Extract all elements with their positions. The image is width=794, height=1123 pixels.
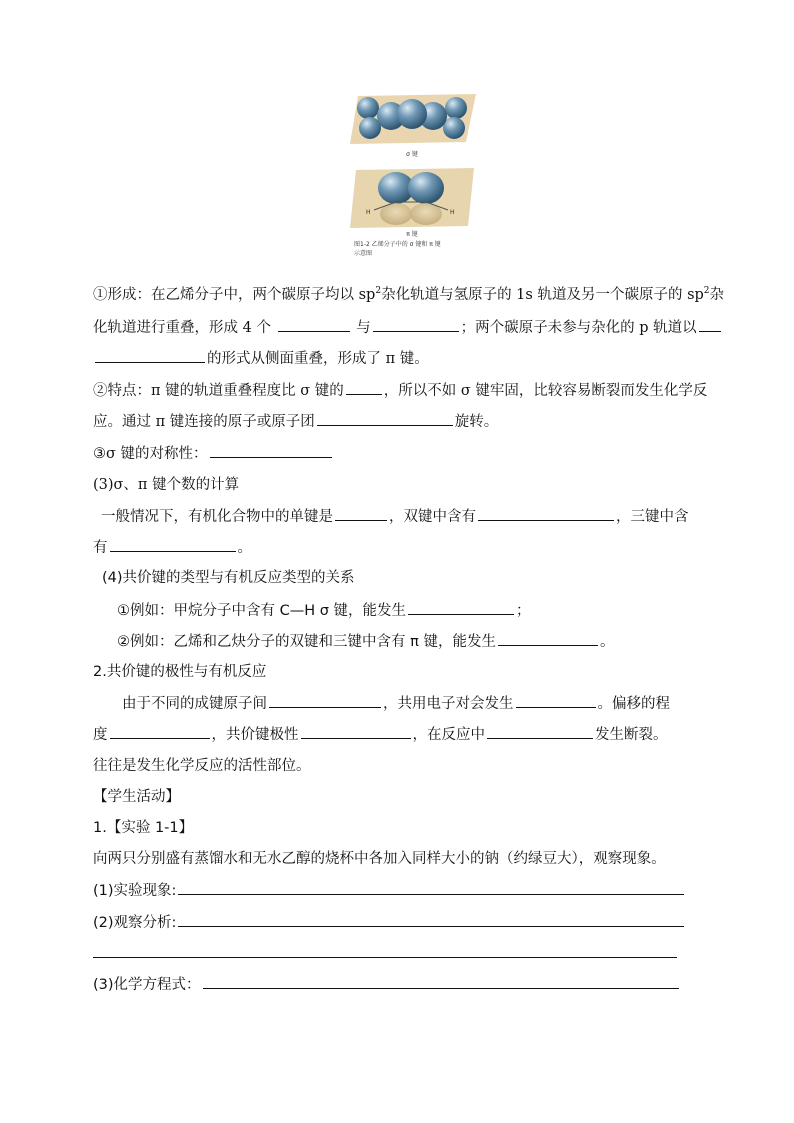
text-line-2: 化轨道进行重叠，形成 4 个 与 ；两个碳原子未参与杂化的 p 轨道以 (93, 317, 723, 338)
ethylene-bond-figure (346, 90, 486, 260)
blank-sigma-bond-1[interactable] (278, 317, 350, 332)
experiment-heading: 1.【实验 1-1】 (93, 820, 194, 836)
h-left-label: H (366, 209, 371, 216)
blank-overlap-degree[interactable] (346, 380, 382, 395)
blank-shift[interactable] (516, 693, 596, 708)
blank-overlap-mode-b[interactable] (95, 348, 205, 363)
blank-equation[interactable] (203, 974, 679, 989)
blank-electronegativity[interactable] (269, 693, 381, 708)
text-line-14: 由于不同的成键原子间 ，共用电子对会发生 。偏移的程 (122, 693, 670, 714)
text-line-5: 应。通过 π 键连接的原子或原子团 旋转。 (93, 411, 498, 432)
section-heading-3: (3)σ、π 键个数的计算 (93, 477, 240, 493)
blank-degree[interactable] (110, 724, 210, 739)
analysis-line: (2)观察分析: (93, 912, 686, 933)
experiment-description: 向两只分别盛有蒸馏水和无水乙醇的烧杯中各加入同样大小的钠（约绿豆大），观察现象。 (93, 851, 666, 867)
equation-line: (3)化学方程式： (93, 974, 681, 995)
orbital-diagram-image (346, 90, 486, 260)
blank-sigma-bond-2[interactable] (373, 317, 459, 332)
section-heading-2: 2.共价键的极性与有机反应 (93, 664, 267, 680)
text-line-1: ①形成：在乙烯分子中，两个碳原子均以 $sp^2$杂化轨道与氢原子的 1s 轨道及另一个碳原子的 $sp^2$杂 (93, 286, 725, 303)
blank-analysis-1[interactable] (178, 912, 684, 927)
figure-caption-2: 示意图 (354, 250, 373, 257)
text-line-12: ②例如：乙烯和乙炔分子的双键和三键中含有 π 键，能发生 。 (117, 631, 614, 652)
student-activity-heading: 【学生活动】 (93, 789, 180, 805)
text-line-3: 的形式从侧面重叠，形成了 π 键。 (93, 348, 429, 369)
figure-caption-1: 图1-2 乙烯分子中的 σ 键和 π 键 (354, 241, 441, 248)
h-right-label: H (450, 209, 455, 216)
blank-rotation[interactable] (317, 411, 453, 426)
blank-symmetry[interactable] (210, 443, 332, 458)
sigma-label: σ 键 (406, 151, 418, 158)
blank-observation[interactable] (178, 880, 684, 895)
pi-label: π 键 (406, 231, 418, 238)
text-line-9: 有 。 (93, 537, 252, 558)
text-line-11: ①例如：甲烷分子中含有 C—H σ 键，能发生 ； (117, 600, 531, 621)
observation-line: (1)实验现象: (93, 880, 686, 901)
section-heading-4: (4)共价键的类型与有机反应类型的关系 (102, 570, 355, 586)
blank-polarity[interactable] (301, 724, 411, 739)
blank-alkene-reaction[interactable] (498, 631, 598, 646)
blank-methane-reaction[interactable] (408, 600, 514, 615)
blank-analysis-2[interactable] (93, 943, 677, 958)
blank-double-bond[interactable] (478, 506, 614, 521)
blank-single-bond[interactable] (335, 506, 387, 521)
text-line-6: ③σ 键的对称性： (93, 443, 334, 464)
text-line-16: 往往是发生化学反应的活性部位。 (93, 758, 311, 774)
blank-overlap-mode-a[interactable] (699, 317, 721, 332)
text-line-15: 度 ，共价键极性 ，在反应中 发生断裂。 (93, 724, 668, 745)
text-line-8: 一般情况下，有机化合物中的单键是 ，双键中含有 ，三键中含 (101, 506, 689, 527)
blank-triple-bond[interactable] (110, 537, 236, 552)
text-line-4: ②特点：π 键的轨道重叠程度比 σ 键的 ，所以不如 σ 键牢固，比较容易断裂而发生化学反 (93, 380, 707, 401)
blank-break[interactable] (487, 724, 593, 739)
